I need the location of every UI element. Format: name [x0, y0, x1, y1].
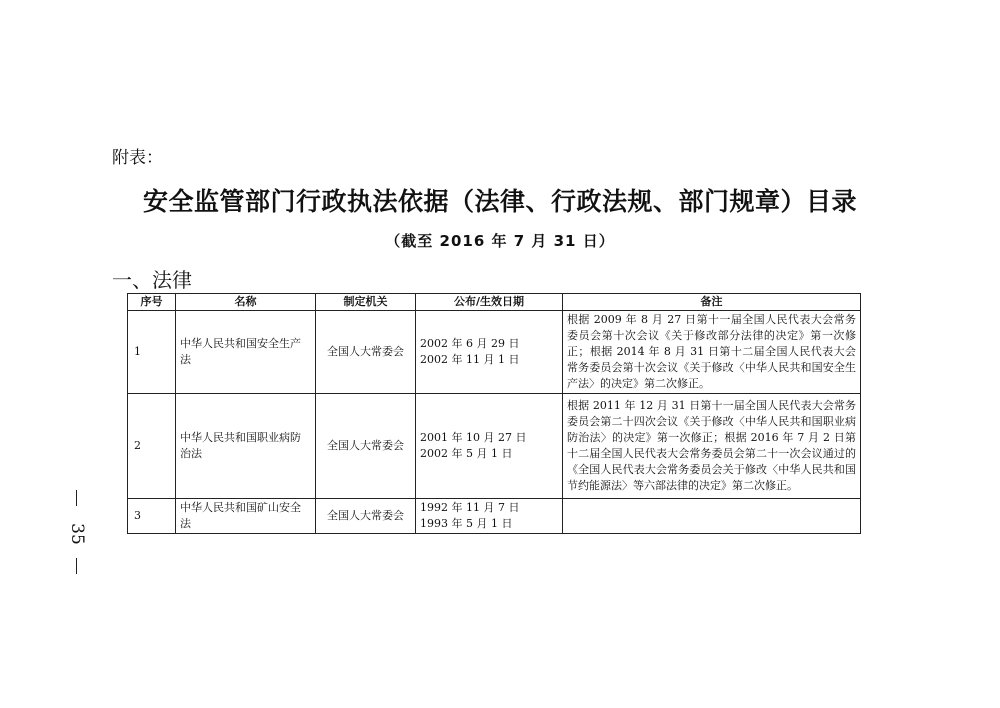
cell-date: [416, 499, 563, 534]
cell-note: [563, 499, 861, 534]
cell-no: 1: [128, 311, 176, 394]
effective-date: 1993 年 5 月 1 日: [420, 517, 513, 530]
cell-org: 全国人大常委会: [316, 499, 416, 534]
table-row: [128, 394, 861, 499]
cell-org: 全国人大常委会: [316, 311, 416, 394]
column-header-note: 备注: [563, 294, 861, 311]
column-header-org: 制定机关: [316, 294, 416, 311]
cell-note: 根据 2009 年 8 月 27 日第十一届全国人民代表大会常务委员会第十次会议《关于修改部分法律的决定》第一次修正；根据 2014 年 8 月 31 日第十二届全国人民代表大会常务委员会第十次会议《关于修改〈中华人民共和国安全生产法〉的决定》第二次修正。: [563, 311, 861, 394]
cell-note: 根据 2011 年 12 月 31 日第十一届全国人民代表大会常务委员会第二十四次会议《关于修改〈中华人民共和国职业病防治法〉的决定》第一次修正；根据 2016 年 7 月 2 日第十二届全国人民代表大会常务委员会第二十一次会议通过的《全国人民代表大会常务委员会关于修改〈中华人民共和国节约能源法〉等六部法律的决定》第二次修正。: [563, 394, 861, 499]
cell-name: 中华人民共和国职业病防治法: [176, 394, 316, 499]
table-row: [128, 499, 861, 534]
page-number-dash-bottom: [76, 558, 77, 574]
cell-name: 中华人民共和国矿山安全法: [176, 499, 316, 534]
page-number: 35: [67, 523, 87, 545]
publish-date: 2002 年 6 月 29 日: [420, 337, 520, 350]
law-table: [127, 293, 861, 534]
document-title: 安全监管部门行政执法依据（法律、行政法规、部门规章）目录: [142, 187, 857, 216]
page-number-marker: [60, 490, 94, 580]
cell-org: 全国人大常委会: [316, 394, 416, 499]
cell-no: 3: [128, 499, 176, 534]
cell-date: [416, 394, 563, 499]
effective-date: 2002 年 5 月 1 日: [420, 447, 513, 460]
cell-name: 中华人民共和国安全生产法: [176, 311, 316, 394]
table-row: [128, 311, 861, 394]
cell-no: 2: [128, 394, 176, 499]
effective-date: 2002 年 11 月 1 日: [420, 353, 520, 366]
column-header-date: 公布/生效日期: [416, 294, 563, 311]
table-header-row: [128, 294, 861, 311]
publish-date: 2001 年 10 月 27 日: [420, 431, 527, 444]
column-header-no: 序号: [128, 294, 176, 311]
section-heading: 一、法律: [112, 268, 192, 292]
attachment-label: 附表：: [112, 148, 163, 168]
cell-date: [416, 311, 563, 394]
column-header-name: 名称: [176, 294, 316, 311]
publish-date: 1992 年 11 月 7 日: [420, 501, 520, 514]
page-number-dash-top: [76, 490, 77, 506]
document-subtitle: （截至 2016 年 7 月 31 日）: [385, 232, 615, 250]
